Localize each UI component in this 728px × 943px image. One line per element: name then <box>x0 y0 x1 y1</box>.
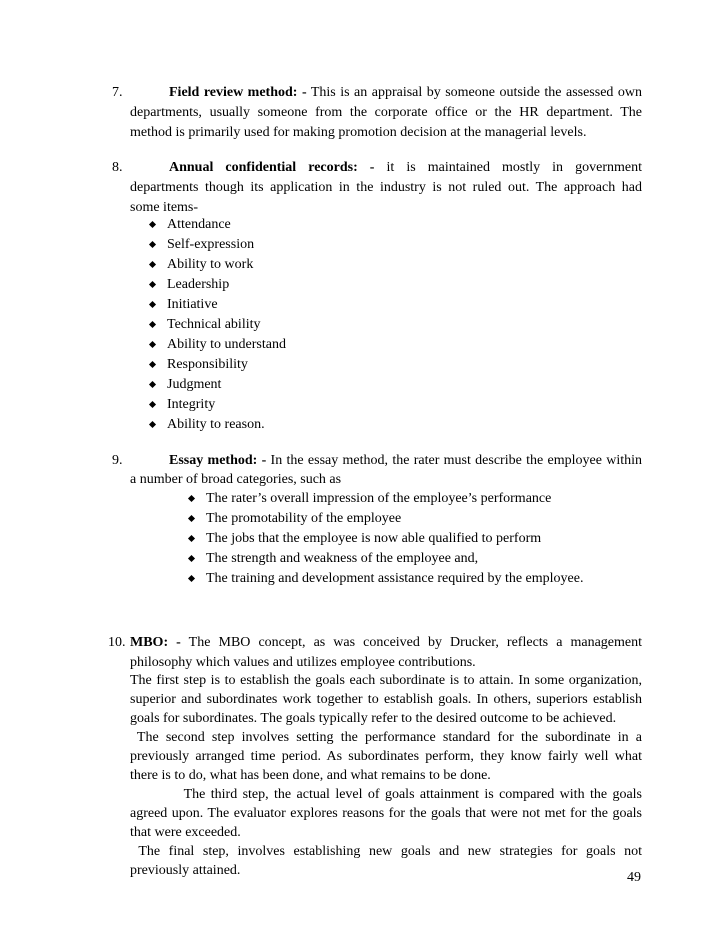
text-line: some items- <box>130 200 199 215</box>
item-title: Essay method: - <box>169 453 267 468</box>
text-line: superior and subordinates work together to establish goals. In others, superiors establish <box>130 692 642 707</box>
bullet-icon <box>149 321 156 328</box>
text-line: The final step, involves establishing new goals and new strategies for goals not <box>130 844 642 859</box>
page-number: 49 <box>627 870 641 885</box>
list-item: The jobs that the employee is now able qualified to perform <box>206 529 583 549</box>
list-item: Technical ability <box>167 315 286 335</box>
text-line: The third step, the actual level of goals attainment is compared with the goals <box>130 787 642 802</box>
list-item: Attendance <box>167 215 286 235</box>
item-title: Annual confidential records: - <box>169 160 375 175</box>
list-item: The training and development assistance required by the employee. <box>206 569 583 589</box>
list-item: Leadership <box>167 275 286 295</box>
bullet-icon <box>188 575 195 582</box>
list-item: Ability to work <box>167 255 286 275</box>
item-number: 10. <box>108 635 126 650</box>
text-line: The second step involves setting the performance standard for the subordinate in a <box>130 730 642 745</box>
list-item: Integrity <box>167 395 286 415</box>
bullet-list <box>167 215 286 435</box>
text-line: that were exceeded. <box>130 825 241 840</box>
bullet-icon <box>149 381 156 388</box>
bullet-icon <box>149 221 156 228</box>
bullet-icon <box>188 535 195 542</box>
text-line: departments, usually someone from the corporate office or the HR department. The <box>130 105 642 120</box>
text-line: a number of broad categories, such as <box>130 472 342 487</box>
item-first-line: MBO: - The MBO concept, as was conceived by Drucker, reflects a management <box>130 635 642 650</box>
item-first-line: Annual confidential records: - it is maintained mostly in government <box>169 160 642 175</box>
list-item: Responsibility <box>167 355 286 375</box>
bullet-icon <box>149 261 156 268</box>
bullet-icon <box>149 341 156 348</box>
text-line: previously attained. <box>130 863 241 878</box>
bullet-icon <box>149 241 156 248</box>
list-item: Ability to reason. <box>167 415 286 435</box>
item-number: 9. <box>112 453 123 468</box>
list-item: The promotability of the employee <box>206 509 583 529</box>
text-line: method is primarily used for making promotion decision at the managerial levels. <box>130 125 587 140</box>
bullet-icon <box>149 281 156 288</box>
list-item: Self-expression <box>167 235 286 255</box>
list-item: Judgment <box>167 375 286 395</box>
bullet-icon <box>188 555 195 562</box>
item-number: 8. <box>112 160 123 175</box>
text-line: agreed upon. The evaluator explores reasons for the goals that were not met for the goals <box>130 806 642 821</box>
item-first-line: Field review method: - This is an appraisal by someone outside the assessed own <box>169 85 643 100</box>
bullet-icon <box>188 515 195 522</box>
bullet-icon <box>188 495 195 502</box>
list-item: The rater’s overall impression of the employee’s performance <box>206 489 583 509</box>
text-line: goals for subordinates. The goals typically refer to the desired outcome to be achieved. <box>130 711 617 726</box>
bullet-icon <box>149 301 156 308</box>
text-line: philosophy which values and utilizes employee contributions. <box>130 655 476 670</box>
item-number: 7. <box>112 85 123 100</box>
text-line: The first step is to establish the goals each subordinate is to attain. In some organization, <box>130 673 642 688</box>
text-line: previously arranged time period. As subordinates perform, they know fairly well what <box>130 749 642 764</box>
item-title: MBO: - <box>130 635 181 650</box>
list-item: Initiative <box>167 295 286 315</box>
list-item: Ability to understand <box>167 335 286 355</box>
bullet-icon <box>149 361 156 368</box>
bullet-list <box>206 489 583 589</box>
text-line: there is to do, what has been done, and what remains to be done. <box>130 768 491 783</box>
bullet-icon <box>149 421 156 428</box>
list-item: The strength and weakness of the employee and, <box>206 549 583 569</box>
text-line: departments though its application in the industry is not ruled out. The approach had <box>130 180 642 195</box>
bullet-icon <box>149 401 156 408</box>
item-first-line: Essay method: - In the essay method, the rater must describe the employee within <box>169 453 642 468</box>
item-title: Field review method: - <box>169 85 307 100</box>
